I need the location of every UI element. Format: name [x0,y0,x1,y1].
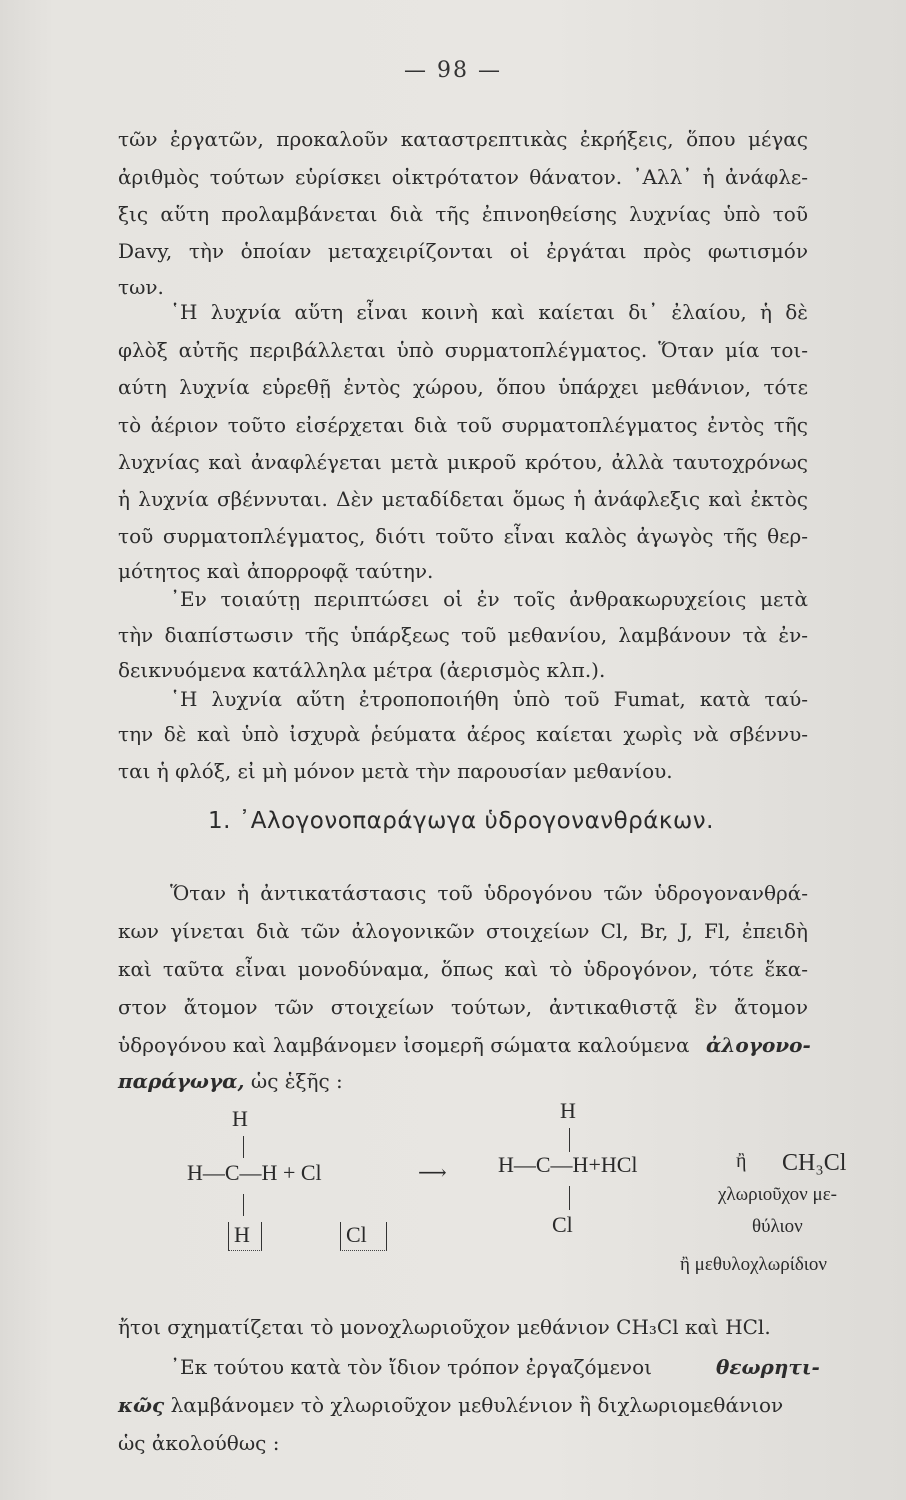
arrow-icon: ⟶ [418,1162,447,1184]
bold-term: κῶς [118,1393,165,1417]
text-fragment: λαμβάνομεν τὸ χλωριοῦχον μεθυλένιον ἢ διχλωριομεθάνιον [164,1393,784,1417]
atom-h-top-right: H [560,1098,576,1123]
bond-line [243,1194,244,1216]
compound-name-alt: ἢ μεθυλοχλωρίδιον [680,1254,827,1275]
text-line: ᾿Εκ τούτου κατὰ τὸν ἴδιον τρόπον ἐργαζόμενοι [170,1355,652,1379]
text-line: ἤτοι σχηματίζεται τὸ μονοχλωριοῦχον μεθάνιον CH₃Cl καὶ HCl. [118,1315,771,1339]
atom-h-bottom-left: H [234,1222,250,1247]
bold-term: ἀλογονο- [706,1033,811,1057]
text-line-bold [706,1030,816,1060]
text-line: ἡ λυχνία σβέννυται. Δὲν μεταδίδεται ὅμως ἡ ἀνάφλεξις καὶ ἐκτὸς [118,487,808,511]
text-line: ὑδρογόνου καὶ λαμβάνομεν ἰσομερῆ σώματα καλούμενα [118,1033,690,1057]
text-line: δεικνυόμενα κατάλληλα μέτρα (ἀερισμὸς κλπ.). [118,658,606,682]
text-line: κων γίνεται διὰ τῶν ἀλογονικῶν στοιχείων Cl, Br, J, Fl, ἐπειδὴ [118,919,808,943]
text-fragment: ὡς ἑξῆς : [244,1069,343,1093]
text-line: φλὸξ αὐτῆς περιβάλλεται ὑπὸ συρματοπλέγματος. Ὅταν μία τοι- [118,338,808,362]
compound-name: χλωριοῦχον με- [718,1184,838,1205]
atom-cl-bottom-left: Cl [346,1222,367,1247]
text-line: Ὅταν ἡ ἀντικατάστασις τοῦ ὑδρογόνου τῶν ὑδρογονανθρά- [170,881,808,905]
atom-h-top-left: H [232,1106,248,1131]
text-line: τοῦ συρματοπλέγματος, διότι τοῦτο εἶναι καλὸς ἀγωγὸς τῆς θερ- [118,524,808,548]
text-line: καὶ ταῦτα εἶναι μονοδύναμα, ὅπως καὶ τὸ ὑδρογόνον, τότε ἕκα- [118,957,808,981]
text-line: των. [118,275,164,299]
equation-left-middle: H—C—H + Cl [187,1160,322,1185]
text-line: την δὲ καὶ ὑπὸ ἰσχυρὰ ῥεύματα ἀέρος καίεται χωρὶς νὰ σβέννυ- [118,722,808,746]
or-word: ἢ [736,1150,747,1172]
compound-name: θύλιον [752,1216,803,1237]
bond-line [569,1128,570,1152]
equation-right-middle: H—C—H+HCl [498,1152,638,1177]
text-line: τὸ ἀέριον τοῦτο εἰσέρχεται διὰ τοῦ συρματοπλέγματος ἐντὸς τῆς [118,413,808,437]
atom-cl-bottom-right: Cl [552,1212,573,1237]
section-heading: 1. ᾿Αλογονοπαράγωγα ὑδρογονανθράκων. [208,808,714,834]
text-line: τὴν διαπίστωσιν τῆς ὑπάρξεως τοῦ μεθανίου, λαμβάνουν τὰ ἐν- [118,623,808,647]
text-line: ῾Η λυχνία αὕτη εἶναι κοινὴ καὶ καίεται δι᾿ ἐλαίου, ἡ δὲ [170,300,808,324]
text-line: ῾Η λυχνία αὕτη ἐτροποποιήθη ὑπὸ τοῦ Fumat, κατὰ ταύ- [170,687,808,711]
text-line: μότητος καὶ ἀπορροφᾷ ταύτην. [118,559,434,583]
text-line: Davy, τὴν ὁποίαν μεταχειρίζονται οἱ ἐργάται πρὸς φωτισμόν [118,239,808,263]
text-line: ξις αὕτη προλαμβάνεται διὰ τῆς ἐπινοηθείσης λυχνίας ὑπὸ τοῦ [118,202,808,226]
text-line [118,1390,808,1420]
text-line-bold [716,1352,820,1382]
bold-term: θεωρητι- [716,1355,820,1379]
bond-line [243,1136,244,1158]
chemical-formula: CH₃Cl [782,1150,847,1176]
text-line: ὡς ἀκολούθως : [118,1431,280,1455]
text-line [118,1066,808,1096]
text-line: ἀριθμὸς τούτων εὑρίσκει οἰκτρότατον θάνατον. ᾿Αλλ᾿ ἡ ἀνάφλε- [118,165,808,189]
text-line: ται ἡ φλόξ, εἰ μὴ μόνον μετὰ τὴν παρουσίαν μεθανίου. [118,759,673,783]
page-number: — 98 — [404,58,502,83]
text-line: λυχνίας καὶ ἀναφλέγεται μετὰ μικροῦ κρότου, ἀλλὰ ταυτοχρόνως [118,450,808,474]
bond-line [569,1186,570,1210]
bold-term: παράγωγα, [118,1069,245,1093]
text-line: τῶν ἐργατῶν, προκαλοῦν καταστρεπτικὰς ἐκρήξεις, ὅπου μέγας [118,127,808,151]
text-line: στον ἄτομον τῶν στοιχείων τούτων, ἀντικαθιστᾷ ἓν ἄτομον [118,995,808,1019]
text-line: αύτη λυχνία εὑρεθῇ ἐντὸς χώρου, ὅπου ὑπάρχει μεθάνιον, τότε [118,375,808,399]
text-line: ᾿Εν τοιαύτῃ περιπτώσει οἱ ἐν τοῖς ἀνθρακωρυχείοις μετὰ [170,587,808,611]
